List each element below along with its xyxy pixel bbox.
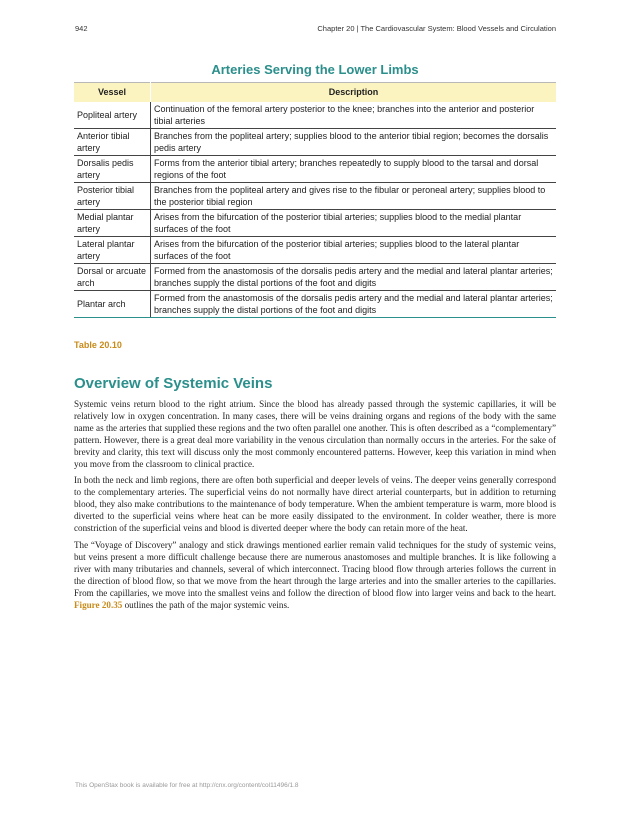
paragraph xyxy=(74,540,556,611)
description-cell: Continuation of the femoral artery posterior to the knee; branches into the anterior and posterior tibial arteries xyxy=(151,102,557,129)
paragraph: In both the neck and limb regions, there are often both superficial and deeper levels of veins. The deeper veins generally correspond to the complementary arteries. The superficial veins do not normally have direct arterial counterparts, but in addition to returning blood, they also make contributions to the maintenance of body temperature. When the ambient temperature is warm, more blood is diverted to the superficial veins where heat can be more easily dissipated to the environment. In colder weather, there is more constriction of the superficial veins and blood is diverted deeper where the body can retain more of the heat. xyxy=(74,475,556,534)
description-cell: Arises from the bifurcation of the posterior tibial arteries; supplies blood to the medial plantar surfaces of the foot xyxy=(151,210,557,237)
paragraph-text: The “Voyage of Discovery” analogy and stick drawings mentioned earlier remain valid techniques for the study of systemic veins, but veins present a more difficult challenge because there are numerous anastomoses and multiple branches. It is like following a river with many tributaries and channels, several of which interconnect. Tracing blood flow through arteries follows the current in the direction of blood flow, so that we move from the heart through the large arteries and into the smaller arteries to the capillaries. From the capillaries, we move into the smallest veins and follow the direction of blood flow into larger veins and back to the heart. xyxy=(74,539,556,598)
table-row xyxy=(74,102,556,129)
vessel-cell: Posterior tibial artery xyxy=(74,183,151,210)
table-row xyxy=(74,183,556,210)
table-row xyxy=(74,237,556,264)
description-cell: Branches from the popliteal artery; supplies blood to the anterior tibial region; becomes the dorsalis pedis artery xyxy=(151,129,557,156)
footer-note: This OpenStax book is available for free at http://cnx.org/content/col11496/1.8 xyxy=(75,782,299,789)
vessel-cell: Medial plantar artery xyxy=(74,210,151,237)
table-row xyxy=(74,264,556,291)
paragraph: Systemic veins return blood to the right atrium. Since the blood has already passed through the systemic capillaries, it will be relatively low in oxygen concentration. In many cases, there will be veins draining organs and regions of the body with the same name as the arteries that supplied these regions and the two often parallel one another. This is often described as a “complementary” pattern. However, there is a great deal more variability in the venous circulation than normally occurs in the arteries. For the sake of brevity and clarity, this text will discuss only the most commonly encountered patterns. However, keep this variation in mind when you move from the classroom to clinical practice. xyxy=(74,399,556,469)
table-header-row xyxy=(74,83,556,103)
vessel-cell: Plantar arch xyxy=(74,291,151,318)
column-header-description: Description xyxy=(151,83,557,103)
vessel-cell: Lateral plantar artery xyxy=(74,237,151,264)
page-number: 942 xyxy=(75,24,88,33)
column-header-vessel: Vessel xyxy=(74,83,151,103)
paragraph-text: outlines the path of the major systemic veins. xyxy=(124,599,290,610)
arteries-table xyxy=(74,82,556,318)
description-cell: Formed from the anastomosis of the dorsalis pedis artery and the medial and lateral plantar arteries; branches supply the distal portions of the foot and digits xyxy=(151,291,557,318)
vessel-cell: Popliteal artery xyxy=(74,102,151,129)
figure-link[interactable]: Figure 20.35 xyxy=(74,599,123,610)
vessel-cell: Dorsal or arcuate arch xyxy=(74,264,151,291)
chapter-header: Chapter 20 | The Cardiovascular System: Blood Vessels and Circulation xyxy=(317,24,556,33)
table-row xyxy=(74,210,556,237)
table-row xyxy=(74,291,556,318)
table-title: Arteries Serving the Lower Limbs xyxy=(211,62,419,77)
table-row xyxy=(74,129,556,156)
table-caption: Table 20.10 xyxy=(74,340,122,350)
description-cell: Formed from the anastomosis of the dorsalis pedis artery and the medial and lateral plantar arteries; branches supply the distal portions of the foot and digits xyxy=(151,264,557,291)
table-row xyxy=(74,156,556,183)
section-heading: Overview of Systemic Veins xyxy=(74,375,273,392)
description-cell: Forms from the anterior tibial artery; branches repeatedly to supply blood to the tarsal and dorsal regions of the foot xyxy=(151,156,557,183)
vessel-cell: Anterior tibial artery xyxy=(74,129,151,156)
description-cell: Branches from the popliteal artery and gives rise to the fibular or peroneal artery; supplies blood to the posterior tibial region xyxy=(151,183,557,210)
section-body xyxy=(74,399,556,616)
vessel-cell: Dorsalis pedis artery xyxy=(74,156,151,183)
description-cell: Arises from the bifurcation of the posterior tibial arteries; supplies blood to the lateral plantar surfaces of the foot xyxy=(151,237,557,264)
